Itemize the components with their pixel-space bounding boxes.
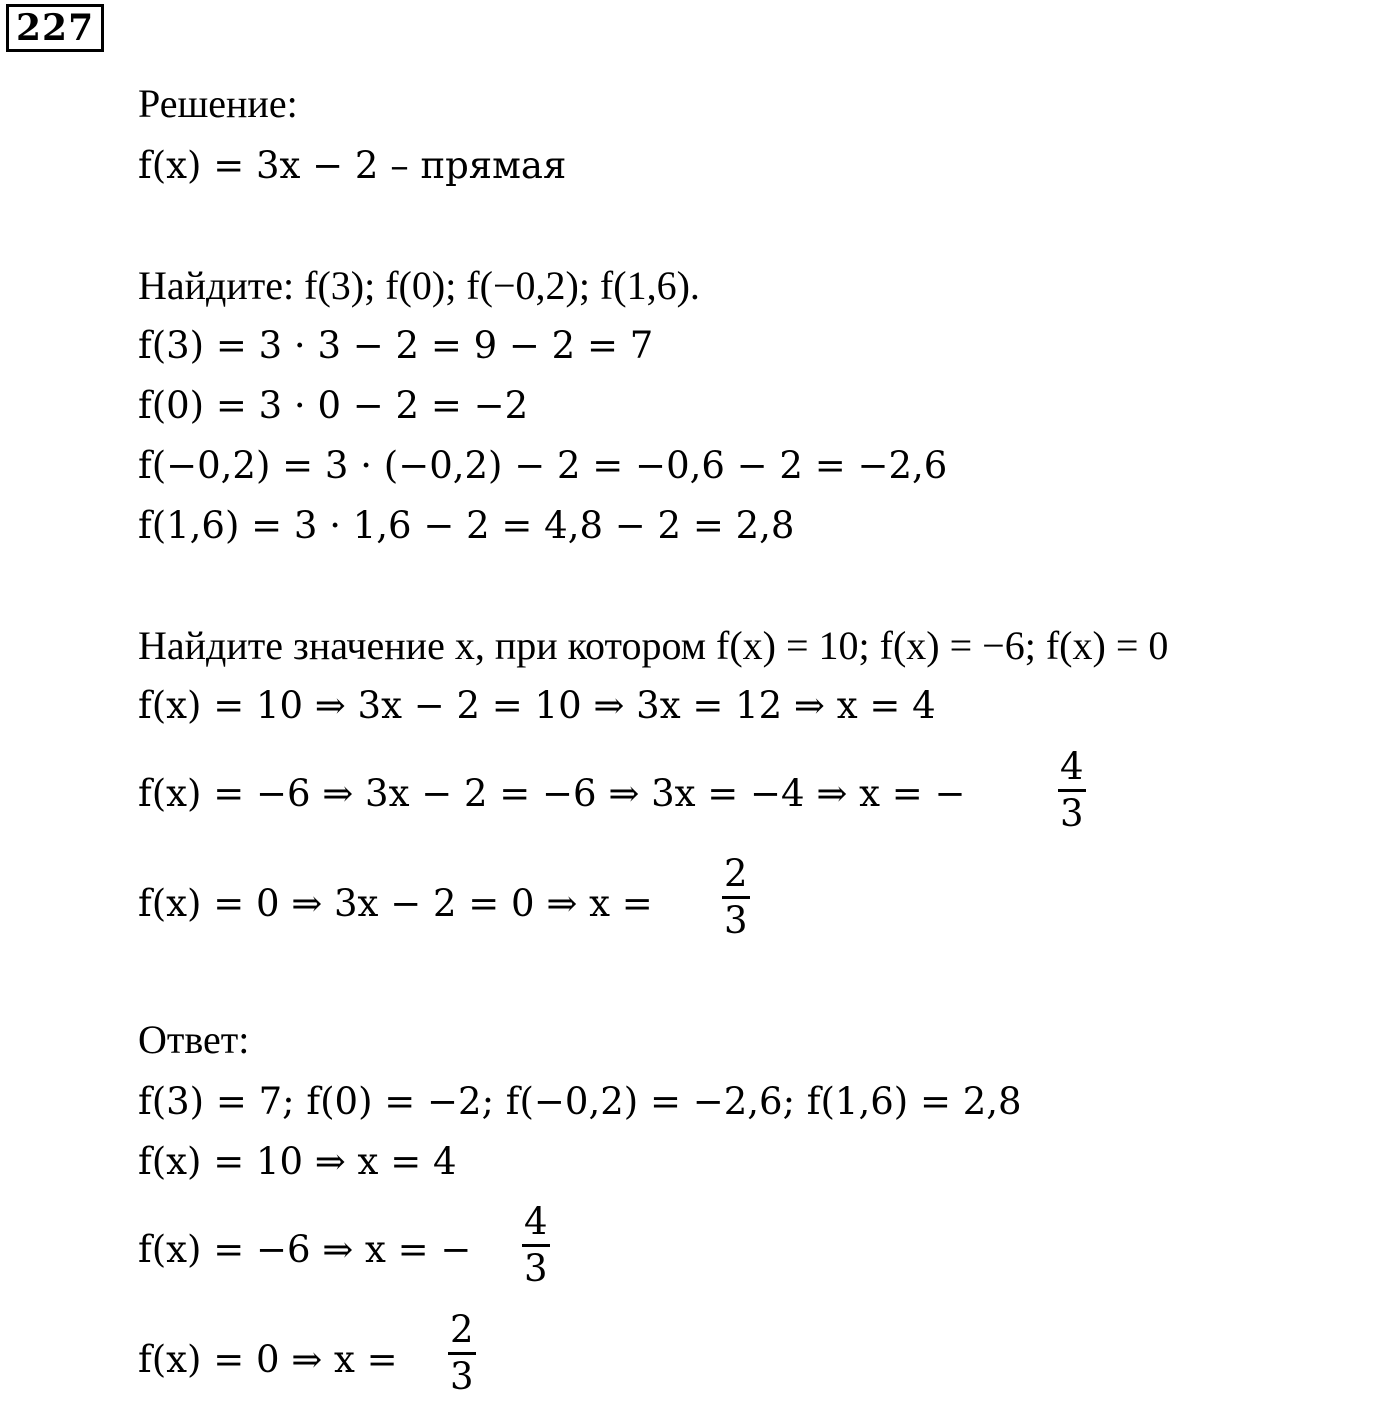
fraction-denominator: 3 [524, 1247, 548, 1290]
problem-number: 227 [6, 4, 104, 52]
fraction-denominator: 3 [1060, 792, 1084, 835]
fraction-denominator: 3 [724, 899, 748, 942]
calc-f-neg02: f(−0,2) = 3 · (−0,2) − 2 = −0,6 − 2 = −2,6 [138, 444, 948, 487]
answer-values: f(3) = 7; f(0) = −2; f(−0,2) = −2,6; f(1,6) = 2,8 [138, 1080, 1022, 1123]
calc-f16: f(1,6) = 3 · 1,6 − 2 = 4,8 − 2 = 2,8 [138, 504, 795, 547]
fraction-2-3 [722, 852, 750, 943]
fraction-numerator: 2 [724, 852, 748, 895]
fraction-numerator: 2 [450, 1308, 474, 1351]
fraction-numerator: 4 [524, 1200, 548, 1243]
calc-f3: f(3) = 3 · 3 − 2 = 9 − 2 = 7 [138, 324, 654, 367]
answer-fraction-neg4-3 [522, 1200, 550, 1291]
fraction-numerator: 4 [1060, 745, 1084, 788]
solve-f-eq-10: f(x) = 10 ⇒ 3x − 2 = 10 ⇒ 3x = 12 ⇒ x = 4 [138, 684, 936, 727]
task-find-x: Найдите значение x, при котором f(x) = 10; f(x) = −6; f(x) = 0 [138, 623, 1169, 668]
fraction-neg4-3 [1058, 745, 1086, 836]
solve-f-eq-0: f(x) = 0 ⇒ 3x − 2 = 0 ⇒ x = [138, 882, 653, 925]
answer-heading: Ответ: [138, 1017, 250, 1062]
fraction-denominator: 3 [450, 1355, 474, 1398]
calc-f0: f(0) = 3 · 0 − 2 = −2 [138, 384, 529, 427]
answer-fraction-2-3 [448, 1308, 476, 1399]
answer-x-neg6: f(x) = −6 ⇒ x = − [138, 1228, 472, 1271]
answer-x-0: f(x) = 0 ⇒ x = [138, 1338, 398, 1381]
answer-x-10: f(x) = 10 ⇒ x = 4 [138, 1140, 457, 1183]
task-find-values: Найдите: f(3); f(0); f(−0,2); f(1,6). [138, 263, 700, 308]
function-definition: f(x) = 3x − 2 – прямая [138, 144, 567, 187]
solve-f-eq-neg6: f(x) = −6 ⇒ 3x − 2 = −6 ⇒ 3x = −4 ⇒ x = − [138, 772, 966, 815]
solution-heading: Решение: [138, 81, 298, 126]
